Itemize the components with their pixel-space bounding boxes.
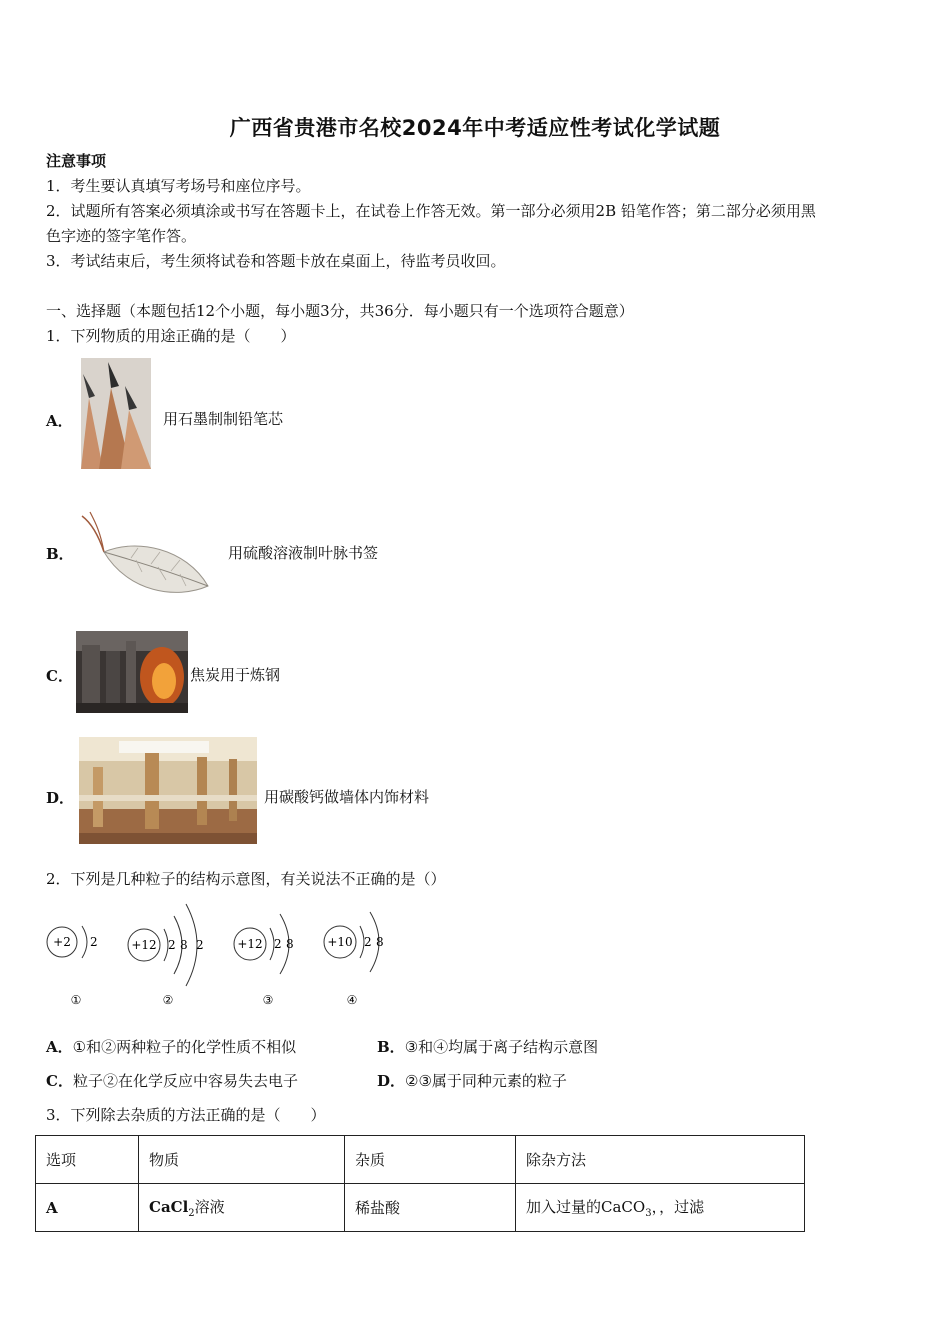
pencil-image	[81, 358, 151, 469]
diagram-2-shell-1: 2	[168, 938, 176, 952]
q3-stem: 3．下列除去杂质的方法正确的是（ ）	[46, 1106, 326, 1124]
diagram-1-shell-1: 2	[90, 935, 98, 949]
diagram-4-shell-2: 8	[376, 935, 384, 949]
row-method-subscript: 3	[645, 1208, 652, 1219]
diagram-3-shell-2: 8	[286, 937, 294, 951]
q1-option-a-letter: A．	[46, 412, 73, 430]
notice-heading: 注意事项	[46, 152, 107, 170]
page-title: 广西省贵港市名校2024年中考适应性考试化学试题	[229, 116, 721, 140]
diagram-4-shell-1: 2	[364, 935, 372, 949]
q1-option-c-text: 焦炭用于炼钢	[190, 666, 281, 684]
table-header-row	[36, 1136, 805, 1184]
notice-item-1: 1．考生要认真填写考场号和座位序号。	[46, 177, 311, 195]
row-substance-subscript: 2	[188, 1208, 195, 1219]
diagram-2-shell-2: 8	[180, 938, 188, 952]
q1-option-b-text: 用硫酸溶液制叶脉书签	[228, 544, 379, 562]
row-impurity: 稀盐酸	[345, 1184, 516, 1232]
diagram-2-label: ②	[162, 993, 174, 1007]
q2-option-c-letter: C．	[46, 1072, 73, 1090]
notice-item-2-cont: 色字迹的签字笔作答。	[46, 227, 197, 245]
section-heading: 一、选择题（本题包括12个小题，每小题3分，共36分．每小题只有一个选项符合题意）	[46, 302, 634, 320]
q2-option-d-text: ②③属于同种元素的粒子	[405, 1072, 567, 1090]
q2-option-d-letter: D．	[377, 1072, 406, 1090]
q2-option-c	[46, 1071, 298, 1091]
diagram-1-nucleus: +2	[53, 935, 71, 949]
particle-diagram-4	[324, 912, 384, 1007]
hall-interior-image	[79, 737, 257, 844]
notice-item-2: 2．试题所有答案必须填涂或书写在答题卡上，在试卷上作答无效。第一部分必须用2B 铅笔作答；第二部分必须用黑	[46, 202, 816, 220]
row-substance-formula: CaCl	[149, 1198, 189, 1216]
q1-stem: 1．下列物质的用途正确的是（ ）	[46, 327, 296, 345]
q1-option-d-letter: D．	[46, 789, 75, 807]
q2-option-d	[377, 1071, 567, 1091]
diagram-1-label: ①	[70, 993, 82, 1007]
header-method: 除杂方法	[516, 1136, 805, 1184]
row-method	[516, 1184, 805, 1232]
leaf-image	[76, 508, 216, 608]
header-substance: 物质	[139, 1136, 345, 1184]
q2-option-b-text: ③和④均属于离子结构示意图	[404, 1038, 599, 1056]
table-row	[36, 1184, 805, 1232]
q2-option-a-text: ①和②两种粒子的化学性质不相似	[72, 1038, 297, 1056]
particle-diagrams	[40, 900, 400, 1012]
notice-item-3: 3．考试结束后，考生须将试卷和答题卡放在桌面上，待监考员收回。	[46, 252, 506, 270]
diagram-3-shell-1: 2	[274, 937, 282, 951]
particle-diagram-1	[47, 926, 98, 1007]
q2-option-b	[377, 1037, 598, 1057]
diagram-2-nucleus: +12	[131, 938, 157, 952]
q3-table	[35, 1135, 805, 1232]
diagram-4-nucleus: +10	[327, 935, 353, 949]
particle-diagram-2	[128, 904, 204, 1007]
q2-option-c-text: 粒子②在化学反应中容易失去电子	[72, 1072, 298, 1090]
q1-option-c-letter: C．	[46, 667, 73, 685]
q2-option-b-letter: B．	[377, 1038, 405, 1056]
particle-diagram-3	[234, 914, 294, 1007]
q2-option-a	[46, 1037, 296, 1057]
q1-option-b-letter: B．	[46, 545, 74, 563]
row-substance-suffix: 溶液	[194, 1198, 225, 1216]
diagram-2-shell-3: 2	[196, 938, 204, 952]
q1-option-a-text: 用石墨制制铅笔芯	[163, 410, 284, 428]
row-substance	[139, 1184, 345, 1232]
header-option: 选项	[36, 1136, 139, 1184]
q2-option-a-letter: A．	[46, 1038, 73, 1056]
header-impurity: 杂质	[345, 1136, 516, 1184]
steel-furnace-image	[76, 631, 188, 713]
row-method-text: 加入过量的CaCO	[526, 1198, 646, 1216]
row-option: A	[36, 1184, 139, 1232]
diagram-3-label: ③	[262, 993, 274, 1007]
row-method-suffix: ，，过滤	[651, 1198, 705, 1216]
q2-stem: 2．下列是几种粒子的结构示意图，有关说法不正确的是（）	[46, 870, 446, 888]
diagram-3-nucleus: +12	[237, 937, 263, 951]
diagram-4-label: ④	[346, 993, 358, 1007]
q1-option-d-text: 用碳酸钙做墙体内饰材料	[264, 788, 430, 806]
